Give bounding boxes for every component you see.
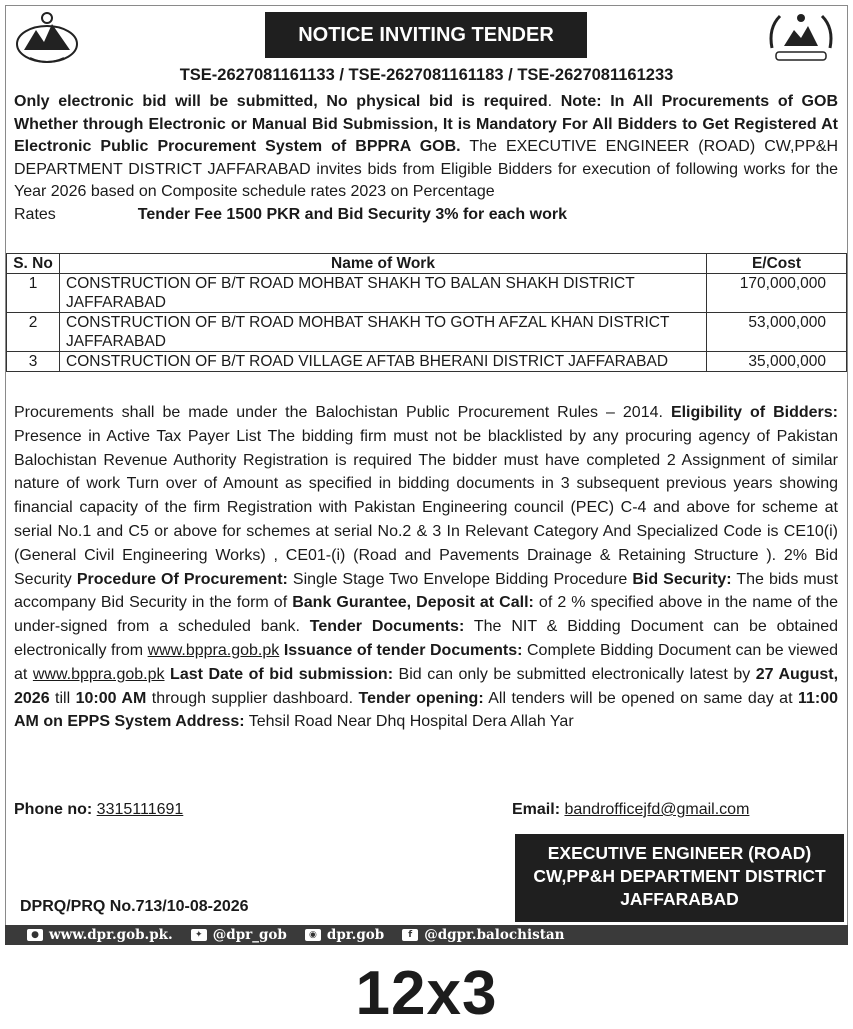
works-table [6, 253, 847, 372]
signature-line: CW,PP&H DEPARTMENT DISTRICT [533, 866, 826, 886]
signature-line: EXECUTIVE ENGINEER (ROAD) [547, 843, 812, 863]
signature-line: JAFFARABAD [620, 889, 739, 909]
globe-icon: ● [27, 929, 43, 941]
bid-security-heading: Bid Security: [632, 570, 732, 588]
row-cost: 35,000,000 [707, 352, 847, 372]
row-name: CONSTRUCTION OF B/T ROAD VILLAGE AFTAB BHERANI DISTRICT JAFFARABAD [60, 352, 707, 372]
procedure-heading: Procedure Of Procurement: [76, 570, 288, 588]
tender-documents-heading: Tender Documents: [309, 618, 465, 636]
table-row [7, 313, 847, 352]
eligibility-heading: Eligibility of Bidders: [670, 404, 839, 421]
deadline-time: 10:00 AM [75, 689, 147, 707]
footer-twitter[interactable]: ✦ @dpr_gob [191, 927, 287, 943]
intro-text: The EXECUTIVE ENGINEER (ROAD) CW,PP&H DEPARTMENT DISTRICT JAFFARABAD invites bids from Eligible Bidders for execution of following works for the Year 2026 based on Composite schedule rates 2023 on Percentage [14, 138, 839, 200]
row-sno: 1 [7, 274, 60, 313]
table-row [7, 274, 847, 313]
ad-size-label: 12x3 [355, 959, 498, 1028]
bppra-link[interactable]: www.bppra.gob.pk [147, 641, 280, 659]
notice-title: NOTICE INVITING TENDER [298, 23, 554, 46]
email-link[interactable]: bandrofficejfd@gmail.com [564, 801, 750, 818]
table-row [7, 352, 847, 372]
facebook-icon: f [402, 929, 418, 941]
header-ecost: E/Cost [707, 254, 847, 274]
footer-web[interactable]: ● www.dpr.gob.pk. [27, 927, 173, 943]
balochistan-emblem-left-logo [12, 10, 82, 66]
rates-line: Rates Tender Fee 1500 PKR and Bid Security 3% for each work [14, 205, 567, 223]
deadline-date: 27 August, 2026 [14, 665, 839, 707]
footer-instagram[interactable]: ◉ dpr.gob [305, 927, 384, 943]
phone-number[interactable]: 3315111691 [96, 801, 184, 818]
bppra-link[interactable]: www.bppra.gob.pk [32, 665, 165, 683]
last-date-heading: Last Date of bid submission: [170, 665, 394, 683]
instagram-icon: ◉ [305, 929, 321, 941]
issuance-heading: Issuance of tender Documents: [283, 641, 523, 659]
registration-note: Note: In All Procurements of GOB Whether through Electronic or Manual Bid Submission, It is Mandatory For All Bidders to Get Registered At Electronic Public Procurement System of BPPRA GOB. [14, 93, 838, 155]
dprq-number: DPRQ/PRQ No.713/10-08-2026 [20, 898, 249, 915]
table-header-row [7, 254, 847, 274]
email-contact: Email: bandrofficejfd@gmail.com [512, 801, 750, 818]
row-sno: 3 [7, 352, 60, 372]
footer-facebook[interactable]: f @dgpr.balochistan [402, 927, 564, 943]
row-name: CONSTRUCTION OF B/T ROAD MOHBAT SHAKH TO BALAN SHAKH DISTRICT JAFFARABAD [60, 274, 707, 313]
header-sno: S. No [7, 254, 60, 274]
signature-block [515, 834, 844, 922]
footer-bar [5, 925, 848, 945]
notice-title-banner [265, 12, 587, 58]
tender-opening-heading: Tender opening: [358, 689, 484, 707]
row-cost: 170,000,000 [707, 274, 847, 313]
row-sno: 2 [7, 313, 60, 352]
balochistan-emblem-right-logo [762, 8, 840, 68]
tender-details-paragraph: Procurements shall be made under the Balochistan Public Procurement Rules – 2014. Eligibility of Bidders: Presence in Active Tax Payer List The bidding firm must not be blacklisted by any procuring agency of Pakistan Balochistan Revenue Authority Registration is required The bidder must have completed 2 Assignment of similar nature of work Turn over of Amount as specified in bidding documents in 3 subsequent previous years showing financial capacity of the firm Registration with Pakistan Engineering council (PEC) C-4 and above for scheme at serial No.1 and C5 or above for schemes at serial No.2 & 3 In Relevant Category And Specialized Code is CE10(i) (General Civil Engineering Works) , CE01-(i) (Road and Pavements Drainage & Retaining Structure ). 2% Bid Security Procedure Of Procurement: Single Stage Two Envelope Bidding Procedure Bid Security: The bids must accompany Bid Security in the form of Bank Gurantee, Deposit at Call: of 2 % specified above in the name of the under-signed from a scheduled bank. Tender Documents: The NIT & Bidding Document can be obtained electronically from www.bppra.gob.pk Issuance of tender Documents: Complete Bidding Document can be viewed at www.bppra.gob.pk Last Date of bid submission: Bid can only be submitted electronically latest by 27 August, 2026 till 10:00 AM through supplier dashboard. Tender opening: All tenders will be opened on same day at 11:00 AM on EPPS System Address: Tehsil Road Near Dhq Hospital Dera Allah Yar [14, 404, 839, 731]
intro-paragraph: Only electronic bid will be submitted, No physical bid is required. Note: In All Procurements of GOB Whether through Electronic or Manual Bid Submission, It is Mandatory For All Bidders to Get Registered At Electronic Public Procurement System of BPPRA GOB. The EXECUTIVE ENGINEER (ROAD) CW,PP&H DEPARTMENT DISTRICT JAFFARABAD invites bids from Eligible Bidders for execution of following works for the Year 2026 based on Composite schedule rates 2023 on Percentage Rates Tender Fee 1500 PKR and Bid Security 3% for each work [14, 91, 838, 226]
tse-numbers: TSE-2627081161133 / TSE-2627081161183 / TSE-2627081161233 [179, 66, 674, 84]
electronic-bid-note: Only electronic bid will be submitted, No physical bid is required [14, 93, 548, 110]
tender-fee: Tender Fee 1500 PKR and Bid Security 3% for each work [137, 205, 567, 223]
row-name: CONSTRUCTION OF B/T ROAD MOHBAT SHAKH TO GOTH AFZAL KHAN DISTRICT JAFFARABAD [60, 313, 707, 352]
phone-contact: Phone no: 3315111691 [14, 801, 184, 818]
header-name-of-work: Name of Work [60, 254, 707, 274]
row-cost: 53,000,000 [707, 313, 847, 352]
twitter-icon: ✦ [191, 929, 207, 941]
